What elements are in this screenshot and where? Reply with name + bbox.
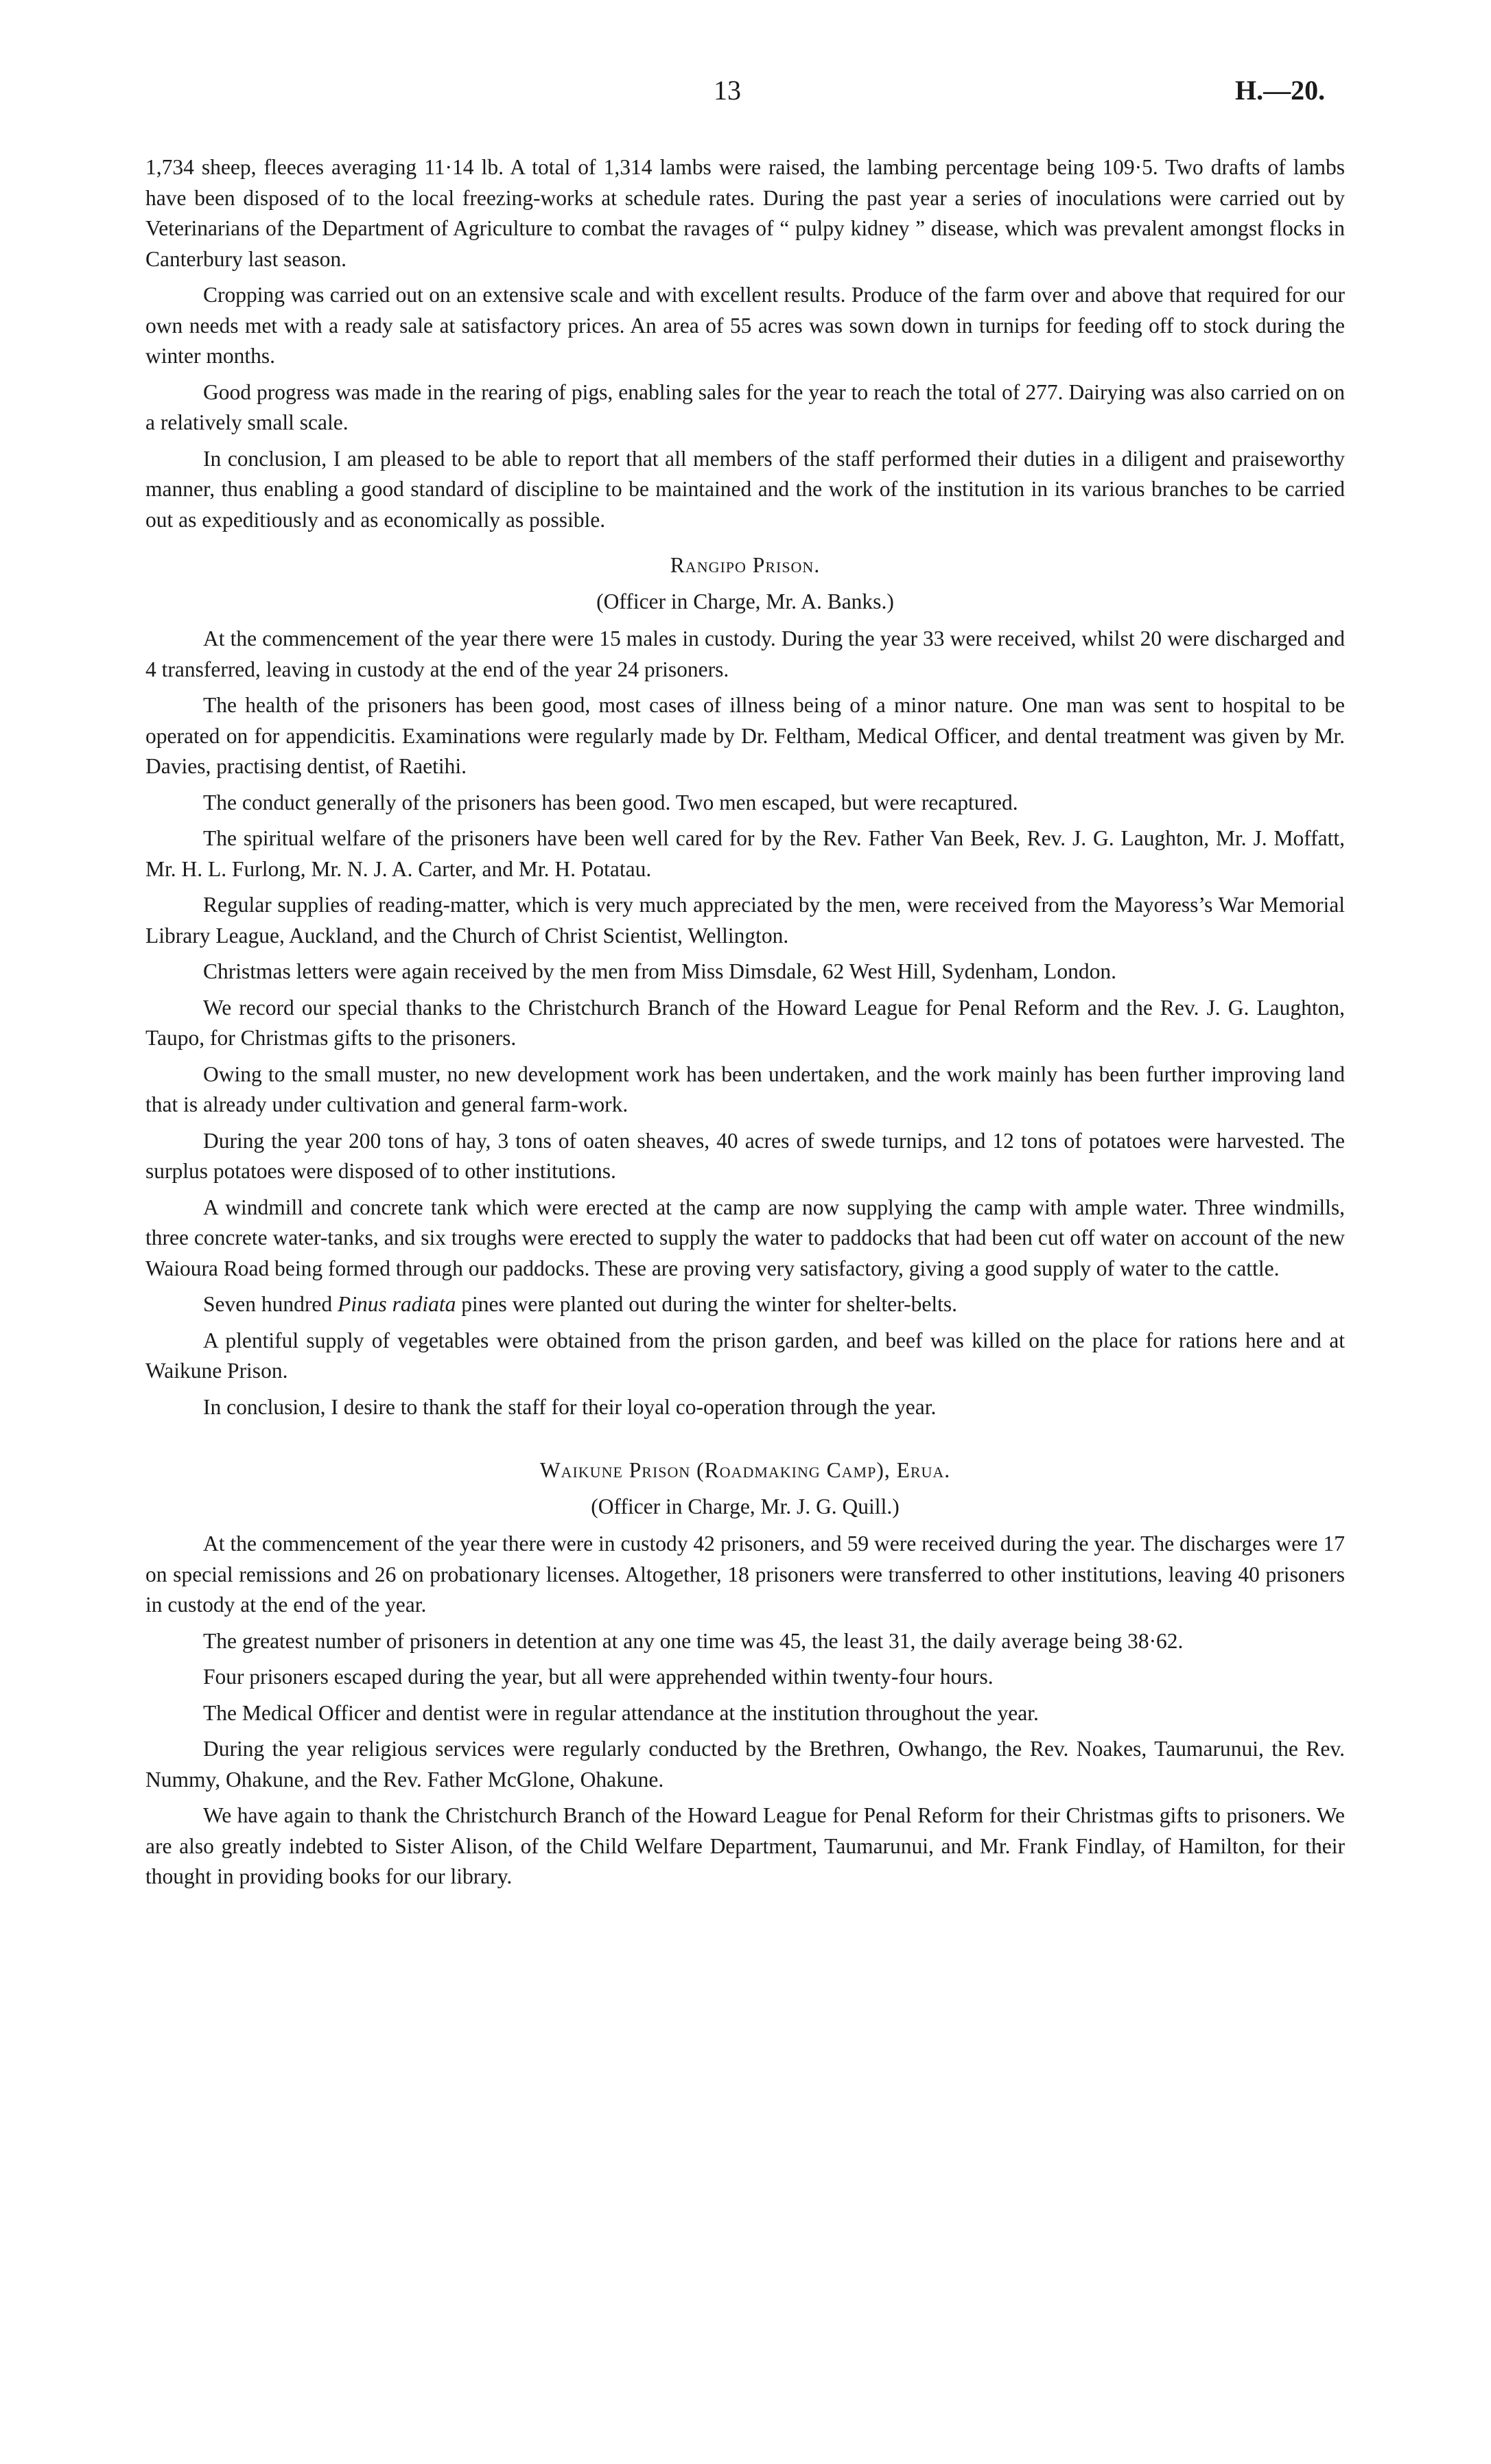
waikune-paragraph-2: The greatest number of prisoners in detention at any one time was 45, the least 31, the daily average being 38·62.: [203, 1628, 1184, 1653]
rangipo-p11-after: pines were planted out during the winter for shelter-belts.: [456, 1292, 957, 1316]
rangipo-paragraph-1: At the commencement of the year there were 15 males in custody. During the year 33 were received, whilst 20 were discharged and 4 transferred, leaving in custody at the end of the year 24 prisoners.: [145, 626, 1345, 681]
waikune-paragraph-6: We have again to thank the Christchurch Branch of the Howard League for Penal Reform for their Christmas gifts to prisoners. We are also greatly indebted to Sister Alison, of the Child Welfare Department, Taumarunui, and Mr. Frank Findlay, of Hamilton, for their thought in providing books for our library.: [145, 1803, 1345, 1888]
rangipo-p11-species: Pinus radiata: [337, 1292, 456, 1316]
rangipo-paragraph-2: The health of the prisoners has been good, most cases of illness being of a minor nature. One man was sent to hospital to be operated on for appendicitis. Examinations were regularly made by Dr. Feltham, Medical Officer, and dental treatment was given by Mr. Davies, practising dentist, of Raetihi.: [145, 693, 1345, 778]
intro-paragraph-3: Good progress was made in the rearing of pigs, enabling sales for the year to reach the total of 277. Dairying was also carried on on a relatively small scale.: [145, 379, 1345, 434]
rangipo-paragraph-9: During the year 200 tons of hay, 3 tons of oaten sheaves, 40 acres of swede turnips, and 12 tons of potatoes were harvested. The surplus potatoes were disposed of to other institutions.: [145, 1128, 1345, 1183]
rangipo-paragraph-13: In conclusion, I desire to thank the staff for their loyal co-operation through the year.: [203, 1394, 937, 1419]
rangipo-paragraph-7: We record our special thanks to the Christchurch Branch of the Howard League for Penal Reform and the Rev. J. G. Laughton, Taupo, for Christmas gifts to the prisoners.: [145, 995, 1345, 1050]
rangipo-paragraph-4: The spiritual welfare of the prisoners have been well cared for by the Rev. Father Van Beek, Rev. J. G. Laughton, Mr. J. Moffatt, Mr. H. L. Furlong, Mr. N. J. A. Carter, and Mr. H. Potatau.: [145, 826, 1345, 881]
rangipo-officer-line: (Officer in Charge, Mr. A. Banks.): [596, 589, 894, 613]
rangipo-paragraph-11: [145, 1289, 1345, 1320]
rangipo-heading: Rangipo Prison.: [670, 553, 821, 577]
rangipo-p11-before: Seven hundred: [203, 1292, 338, 1316]
waikune-paragraph-1: At the commencement of the year there were in custody 42 prisoners, and 59 were received during the year. The discharges were 17 on special remissions and 26 on probationary licenses. Altogether, 18 prisoners were transferred to other institutions, leaving 40 prisoners in custody at the end of the year.: [145, 1532, 1345, 1617]
waikune-paragraph-3: Four prisoners escaped during the year, but all were apprehended within twenty-four hours.: [203, 1665, 994, 1689]
page-number: 13: [714, 75, 741, 106]
waikune-heading: Waikune Prison (Roadmaking Camp), Erua.: [539, 1458, 951, 1482]
waikune-paragraph-5: During the year religious services were regularly conducted by the Brethren, Owhango, the Rev. Noakes, Taumarunui, the Rev. Nummy, Ohakune, and the Rev. Father McGlone, Ohakune.: [145, 1737, 1345, 1792]
waikune-officer-line: (Officer in Charge, Mr. J. G. Quill.): [591, 1494, 900, 1518]
waikune-paragraph-4: The Medical Officer and dentist were in regular attendance at the institution throughout the year.: [203, 1700, 1039, 1725]
intro-paragraph-2: Cropping was carried out on an extensive scale and with excellent results. Produce of the farm over and above that required for our own needs met with a ready sale at satisfactory prices. An area of 55 acres was sown down in turnips for feeding off to stock during the winter months.: [145, 283, 1345, 368]
intro-paragraph-1: 1,734 sheep, fleeces averaging 11·14 lb. A total of 1,314 lambs were raised, the lambing percentage being 109·5. Two drafts of lambs have been disposed of to the local freezing-works at schedule rates. During the past year a series of inoculations were carried out by Veterinarians of the Department of Agriculture to combat the ravages of “ pulpy kidney ” disease, which was prevalent amongst flocks in Canterbury last season.: [145, 155, 1345, 271]
page-header: [0, 74, 1491, 115]
page-body: [145, 152, 1345, 1898]
rangipo-paragraph-5: Regular supplies of reading-matter, which is very much appreciated by the men, were received from the Mayoress’s War Memorial Library League, Auckland, and the Church of Christ Scientist, Wellington.: [145, 893, 1345, 948]
document-reference: H.—20.: [1235, 75, 1326, 106]
rangipo-paragraph-10: A windmill and concrete tank which were erected at the camp are now supplying the camp with ample water. Three windmills, three concrete water-tanks, and six troughs were erected to supply the water to paddocks that had been cut off water on account of the new Waioura Road being formed through our paddocks. These are proving very satisfactory, giving a good supply of water to the cattle.: [145, 1195, 1345, 1280]
rangipo-paragraph-8: Owing to the small muster, no new development work has been undertaken, and the work mainly has been further improving land that is already under cultivation and general farm-work.: [145, 1061, 1345, 1116]
rangipo-paragraph-3: The conduct generally of the prisoners has been good. Two men escaped, but were recaptured.: [203, 790, 1018, 814]
intro-paragraph-4: In conclusion, I am pleased to be able to report that all members of the staff performed their duties in a diligent and praiseworthy manner, thus enabling a good standard of discipline to be maintained and the work of the institution in its various branches to be carried out as expeditiously and as economically as possible.: [145, 446, 1345, 532]
rangipo-paragraph-6: Christmas letters were again received by the men from Miss Dimsdale, 62 West Hill, Sydenham, London.: [203, 959, 1116, 983]
rangipo-paragraph-12: A plentiful supply of vegetables were obtained from the prison garden, and beef was killed on the place for rations here and at Waikune Prison.: [145, 1328, 1345, 1383]
